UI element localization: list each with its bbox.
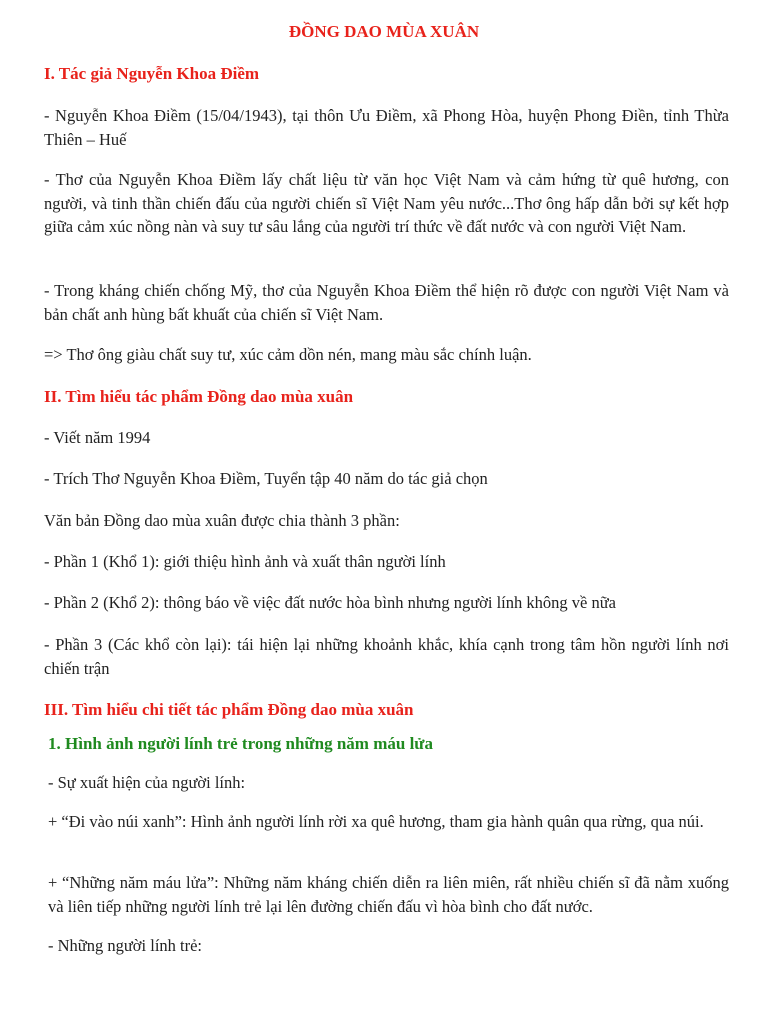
paragraph-author-conclusion: => Thơ ông giàu chất suy tư, xúc cảm dồn nén, mang màu sắc chính luận.: [44, 345, 532, 364]
paragraph-work-year: - Viết năm 1994: [44, 428, 151, 447]
section-heading-work: II. Tìm hiểu tác phẩm Đồng dao mùa xuân: [44, 387, 354, 406]
section-heading-details: III. Tìm hiểu chi tiết tác phẩm Đồng dao mùa xuân: [44, 700, 414, 719]
paragraph-work-part2: - Phần 2 (Khổ 2): thông báo về việc đất nước hòa bình nhưng người lính không về nữa: [44, 593, 616, 612]
document-title: ĐỒNG DAO MÙA XUÂN: [288, 22, 480, 41]
paragraph-soldier-mountain: + “Đi vào núi xanh”: Hình ảnh người lính rời xa quê hương, tham gia hành quân qua rừng, qua núi.: [48, 812, 704, 831]
paragraph-author-wartime: - Trong kháng chiến chống Mỹ, thơ của Nguyễn Khoa Điềm thể hiện rõ được con người Việt Nam và bản chất anh hùng bất khuất của chiến sĩ Việt Nam.: [44, 281, 729, 324]
paragraph-young-soldiers: - Những người lính trẻ:: [48, 936, 203, 955]
paragraph-author-poetry: - Thơ của Nguyễn Khoa Điềm lấy chất liệu từ văn học Việt Nam và cảm hứng từ quê hương, con người, và tinh thần chiến đấu của người chiến sĩ Việt Nam yêu nước...Thơ ông hấp dẫn bởi sự kết hợp giữa cảm xúc nồng nàn và suy tư sâu lắng của người trí thức về đất nước và con người Việt Nam.: [44, 170, 729, 236]
paragraph-work-part3: - Phần 3 (Các khổ còn lại): tái hiện lại những khoảnh khắc, khía cạnh trong tâm hồn người lính nơi chiến trận: [44, 635, 729, 678]
paragraph-work-part1: - Phần 1 (Khổ 1): giới thiệu hình ảnh và xuất thân người lính: [44, 552, 446, 571]
paragraph-author-birth: - Nguyễn Khoa Điềm (15/04/1943), tại thôn Ưu Điềm, xã Phong Hòa, huyện Phong Điền, tỉnh Thừa Thiên – Huế: [44, 106, 729, 149]
paragraph-work-source: - Trích Thơ Nguyễn Khoa Điềm, Tuyển tập 40 năm do tác giả chọn: [44, 469, 488, 488]
section-heading-author: I. Tác giả Nguyễn Khoa Điềm: [44, 64, 260, 83]
paragraph-work-structure: Văn bản Đồng dao mùa xuân được chia thành 3 phần:: [44, 511, 400, 530]
paragraph-soldier-appearance: - Sự xuất hiện của người lính:: [48, 773, 246, 792]
paragraph-soldier-war-years: + “Những năm máu lửa”: Những năm kháng chiến diễn ra liên miên, rất nhiều chiến sĩ đã nằm xuống và liên tiếp những người lính trẻ lại lên đường chiến đấu vì hòa bình cho đất nước.: [48, 873, 729, 916]
subsection-heading-soldier: 1. Hình ảnh người lính trẻ trong những năm máu lửa: [48, 734, 433, 753]
